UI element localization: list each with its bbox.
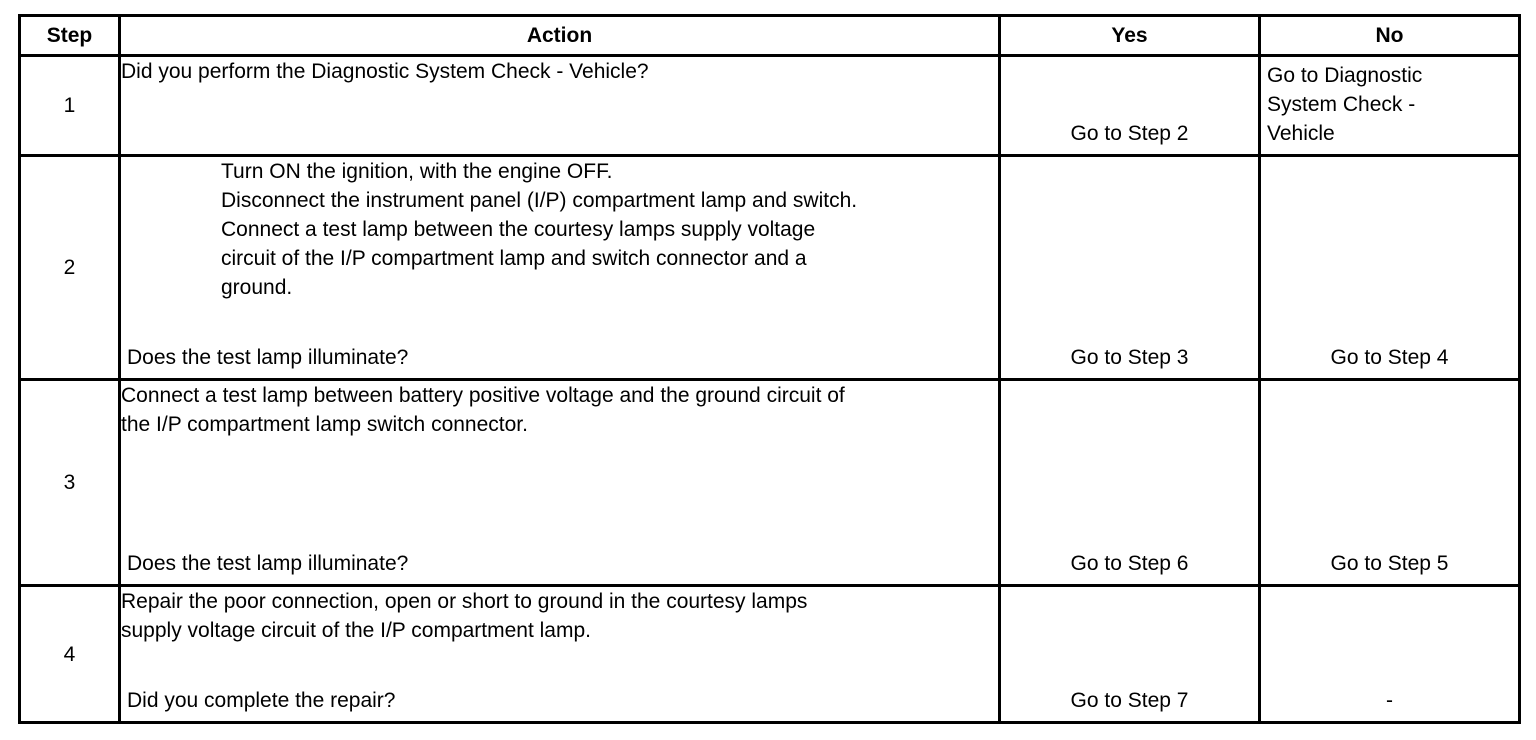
action-line: supply voltage circuit of the I/P compartment lamp. [121,619,591,642]
table-row [20,586,1520,723]
action-line: the I/P compartment lamp switch connector. [121,413,528,436]
no-value: - [1386,689,1393,712]
no-link-line[interactable]: Go to Diagnostic [1267,64,1423,87]
action-line: Connect a test lamp between battery positive voltage and the ground circuit of [121,384,845,407]
action-cell [120,156,1000,380]
no-link[interactable]: Go to Step 4 [1330,346,1449,369]
header-action: Action [120,16,1000,56]
no-cell [1260,56,1520,156]
yes-cell [1000,380,1260,586]
table-row [20,56,1520,156]
action-question: Does the test lamp illuminate? [127,552,409,575]
action-line: Connect a test lamp between the courtesy lamps supply voltage [221,218,816,241]
header-row [20,16,1520,56]
header-no: No [1260,16,1520,56]
action-line: Disconnect the instrument panel (I/P) compartment lamp and switch. [221,189,858,212]
action-cell [120,586,1000,723]
table-row [20,156,1520,380]
step-number: 4 [20,586,120,723]
action-question: Does the test lamp illuminate? [127,346,409,369]
diagnostic-table [18,14,1521,724]
header-yes: Yes [1000,16,1260,56]
step-number: 1 [20,56,120,156]
step-number: 3 [20,380,120,586]
table-row [20,380,1520,586]
yes-link[interactable]: Go to Step 7 [1070,689,1189,712]
action-cell [120,380,1000,586]
action-steps-list [121,157,998,302]
yes-cell [1000,586,1260,723]
no-cell [1260,586,1520,723]
no-cell [1260,380,1520,586]
no-link[interactable]: Go to Step 5 [1330,552,1449,575]
yes-cell [1000,156,1260,380]
action-line: circuit of the I/P compartment lamp and switch connector and a [221,247,807,270]
action-line: Repair the poor connection, open or short to ground in the courtesy lamps [121,590,808,613]
header-step: Step [20,16,120,56]
step-number: 2 [20,156,120,380]
no-link-line[interactable]: Vehicle [1267,122,1335,145]
no-link-line[interactable]: System Check - [1267,93,1416,116]
no-cell [1260,156,1520,380]
action-cell [120,56,1000,156]
action-line: ground. [221,276,293,299]
action-question: Did you complete the repair? [127,689,396,712]
yes-link[interactable]: Go to Step 6 [1070,552,1189,575]
yes-link[interactable]: Go to Step 2 [1070,122,1189,145]
yes-link[interactable]: Go to Step 3 [1070,346,1189,369]
action-line: Turn ON the ignition, with the engine OFF. [221,160,613,183]
action-line: Did you perform the Diagnostic System Check - Vehicle? [121,60,649,83]
yes-cell [1000,56,1260,156]
